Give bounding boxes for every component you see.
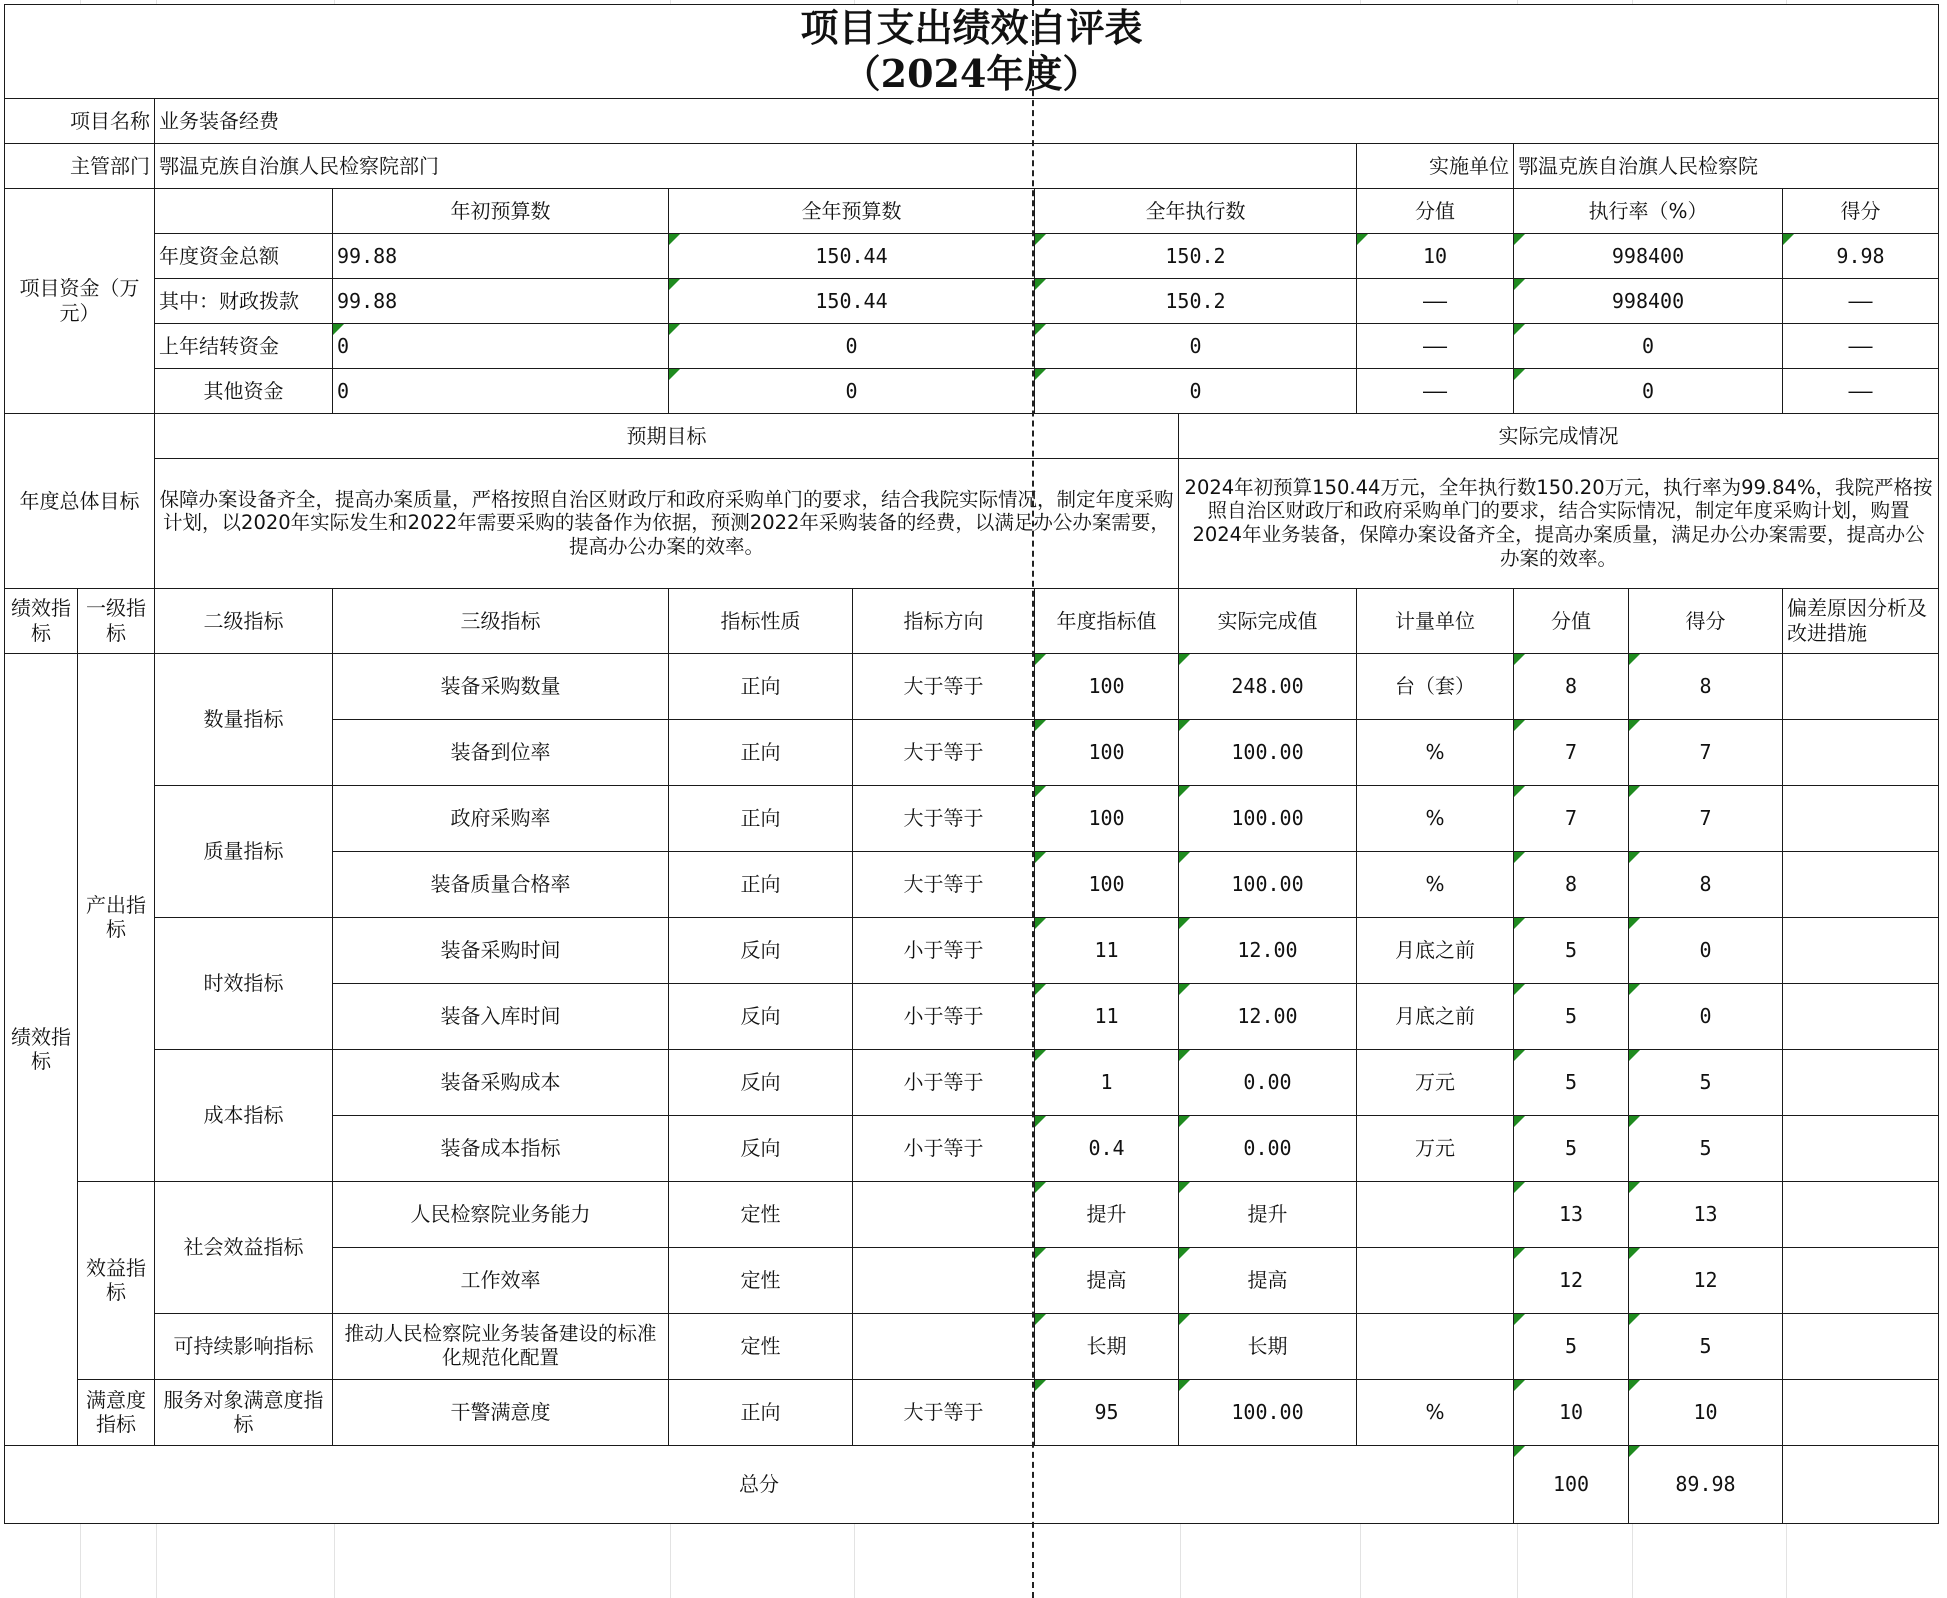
unit-label: 实施单位 [1357, 143, 1514, 188]
ind-target-cell[interactable]: 11 [1035, 917, 1179, 983]
funds-row-label: 年度资金总额 [155, 233, 333, 278]
funds-annual-cell[interactable]: 150.44 [669, 278, 1035, 323]
funds-row-label: 上年结转资金 [155, 323, 333, 368]
ind-target-cell[interactable]: 提升 [1035, 1181, 1179, 1247]
ind-target-cell[interactable]: 100 [1035, 653, 1179, 719]
ind-score-value-cell[interactable]: 12 [1514, 1247, 1629, 1313]
funds-initial-cell[interactable]: 99.88 [333, 278, 669, 323]
funds-score-cell[interactable]: —— [1783, 278, 1939, 323]
ind-nature-cell[interactable]: 定性 [669, 1181, 853, 1247]
ind-unit-cell[interactable]: % [1357, 719, 1514, 785]
ind-direction-cell[interactable]: 小于等于 [853, 983, 1035, 1049]
ind-unit-cell[interactable]: 月底之前 [1357, 917, 1514, 983]
funds-score-value-cell[interactable]: —— [1357, 323, 1514, 368]
funds-annual-cell[interactable]: 0 [669, 323, 1035, 368]
ind-reason-cell[interactable] [1783, 917, 1939, 983]
funds-annual-cell[interactable]: 0 [669, 368, 1035, 413]
ind-nature-cell[interactable]: 正向 [669, 719, 853, 785]
total-score-value[interactable]: 100 [1514, 1445, 1629, 1523]
funds-initial-cell[interactable]: 99.88 [333, 233, 669, 278]
ind-level2-cell: 成本指标 [155, 1049, 333, 1181]
ind-unit-cell[interactable]: % [1357, 1379, 1514, 1445]
ind-reason-cell[interactable] [1783, 1379, 1939, 1445]
ind-target-cell[interactable]: 100 [1035, 719, 1179, 785]
goals-expected-text[interactable]: 保障办案设备齐全，提高办案质量，严格按照自治区财政厅和政府采购单门的要求，结合我院实际情况，制定年度采购计划，以2020年实际发生和2022年需要采购的装备作为依据，预测2022年采购装备的经费，以满足办公办案需要，提高办公办案的效率。 [155, 458, 1179, 588]
ind-score-value-cell[interactable]: 13 [1514, 1181, 1629, 1247]
ind-level2-cell: 服务对象满意度指标 [155, 1379, 333, 1445]
funds-row-label: 其他资金 [155, 368, 333, 413]
funds-row [5, 233, 1939, 278]
ind-level3-cell[interactable]: 装备成本指标 [333, 1115, 669, 1181]
ind-nature-cell[interactable]: 反向 [669, 1115, 853, 1181]
ind-score-value-cell[interactable]: 5 [1514, 1313, 1629, 1379]
ind-score-cell[interactable]: 5 [1629, 1049, 1783, 1115]
ind-reason-cell[interactable] [1783, 1115, 1939, 1181]
ind-actual-cell[interactable]: 提高 [1179, 1247, 1357, 1313]
ind-nature-cell[interactable]: 正向 [669, 785, 853, 851]
ind-side-label: 绩效指标 [5, 653, 78, 1445]
funds-rate-cell[interactable]: 998400 [1514, 233, 1783, 278]
ind-direction-cell[interactable]: 大于等于 [853, 653, 1035, 719]
ind-direction-cell[interactable]: 大于等于 [853, 1379, 1035, 1445]
ind-score-cell[interactable]: 8 [1629, 653, 1783, 719]
ind-score-value-cell[interactable]: 8 [1514, 653, 1629, 719]
ind-level3-cell[interactable]: 装备采购数量 [333, 653, 669, 719]
funds-rate-cell[interactable]: 998400 [1514, 278, 1783, 323]
ind-score-cell[interactable]: 13 [1629, 1181, 1783, 1247]
ind-level3-cell[interactable]: 政府采购率 [333, 785, 669, 851]
ind-actual-cell[interactable]: 100.00 [1179, 851, 1357, 917]
ind-reason-cell[interactable] [1783, 1247, 1939, 1313]
table-row [5, 785, 1939, 851]
ind-score-value-cell[interactable]: 5 [1514, 917, 1629, 983]
title-line1: 项目支出绩效自评表 [800, 5, 1143, 50]
dept-value[interactable]: 鄂温克族自治旗人民检察院部门 [155, 143, 1357, 188]
project-name-value[interactable]: 业务装备经费 [155, 98, 1939, 143]
ind-level1-cell: 产出指标 [78, 653, 155, 1181]
ind-actual-cell[interactable]: 提升 [1179, 1181, 1357, 1247]
total-score[interactable]: 89.98 [1629, 1445, 1783, 1523]
ind-direction-cell[interactable]: 大于等于 [853, 785, 1035, 851]
funds-score-cell[interactable]: —— [1783, 323, 1939, 368]
performance-self-evaluation-table [4, 4, 1939, 1524]
ind-header-level2: 二级指标 [155, 588, 333, 653]
ind-score-value-cell[interactable]: 7 [1514, 719, 1629, 785]
ind-score-value-cell[interactable]: 7 [1514, 785, 1629, 851]
funds-header-annual: 全年预算数 [669, 188, 1035, 233]
goals-actual-text[interactable]: 2024年初预算150.44万元，全年执行数150.20万元，执行率为99.84%，我院严格按照自治区财政厅和政府采购单门的要求，结合实际情况，制定年度采购计划，购置2024年业务装备，保障办案设备齐全，提高办案质量，满足办公办案需要，提高办公办案的效率。 [1179, 458, 1939, 588]
ind-nature-cell[interactable]: 正向 [669, 1379, 853, 1445]
ind-direction-cell[interactable]: 大于等于 [853, 851, 1035, 917]
funds-executed-cell[interactable]: 0 [1035, 323, 1357, 368]
funds-section-label: 项目资金（万元） [5, 188, 155, 413]
ind-target-cell[interactable]: 100 [1035, 785, 1179, 851]
ind-score-value-cell[interactable]: 10 [1514, 1379, 1629, 1445]
ind-level3-cell[interactable]: 装备采购成本 [333, 1049, 669, 1115]
ind-target-cell[interactable]: 11 [1035, 983, 1179, 1049]
ind-score-cell[interactable]: 5 [1629, 1313, 1783, 1379]
title-line2: （2024年度） [842, 51, 1101, 97]
funds-row [5, 278, 1939, 323]
ind-direction-cell[interactable] [853, 1247, 1035, 1313]
goals-section-label: 年度总体目标 [5, 413, 155, 588]
ind-level2-cell: 质量指标 [155, 785, 333, 917]
funds-score-cell[interactable]: —— [1783, 368, 1939, 413]
ind-level2-cell: 时效指标 [155, 917, 333, 1049]
ind-level1-cell: 效益指标 [78, 1181, 155, 1379]
ind-level3-cell[interactable]: 装备到位率 [333, 719, 669, 785]
ind-direction-cell[interactable] [853, 1313, 1035, 1379]
ind-header-target: 年度指标值 [1035, 588, 1179, 653]
ind-level3-cell[interactable]: 推动人民检察院业务装备建设的标准化规范化配置 [333, 1313, 669, 1379]
dept-label: 主管部门 [5, 143, 155, 188]
ind-header-score: 得分 [1629, 588, 1783, 653]
ind-nature-cell[interactable]: 定性 [669, 1313, 853, 1379]
ind-reason-cell[interactable] [1783, 653, 1939, 719]
ind-header-level3: 三级指标 [333, 588, 669, 653]
ind-score-value-cell[interactable]: 5 [1514, 983, 1629, 1049]
ind-header-nature: 指标性质 [669, 588, 853, 653]
funds-row [5, 323, 1939, 368]
ind-level2-cell: 数量指标 [155, 653, 333, 785]
ind-target-cell[interactable]: 提高 [1035, 1247, 1179, 1313]
ind-actual-cell[interactable]: 0.00 [1179, 1049, 1357, 1115]
ind-direction-cell[interactable]: 大于等于 [853, 719, 1035, 785]
ind-score-value-cell[interactable]: 8 [1514, 851, 1629, 917]
ind-reason-cell[interactable] [1783, 1181, 1939, 1247]
goals-expected-header: 预期目标 [155, 413, 1179, 458]
ind-header-actual: 实际完成值 [1179, 588, 1357, 653]
project-name-label: 项目名称 [5, 98, 155, 143]
total-reason-cell[interactable] [1783, 1445, 1939, 1523]
ind-reason-cell[interactable] [1783, 785, 1939, 851]
ind-target-cell[interactable]: 0.4 [1035, 1115, 1179, 1181]
goals-actual-header: 实际完成情况 [1179, 413, 1939, 458]
ind-actual-cell[interactable]: 长期 [1179, 1313, 1357, 1379]
ind-unit-cell[interactable]: 万元 [1357, 1049, 1514, 1115]
ind-direction-cell[interactable]: 小于等于 [853, 1115, 1035, 1181]
ind-reason-cell[interactable] [1783, 719, 1939, 785]
table-row [5, 653, 1939, 719]
ind-direction-cell[interactable]: 小于等于 [853, 1049, 1035, 1115]
funds-row [5, 368, 1939, 413]
ind-target-cell[interactable]: 长期 [1035, 1313, 1179, 1379]
page-title [5, 5, 1939, 99]
table-row [5, 1379, 1939, 1445]
ind-direction-cell[interactable] [853, 1181, 1035, 1247]
ind-nature-cell[interactable]: 反向 [669, 917, 853, 983]
funds-initial-cell[interactable]: 0 [333, 323, 669, 368]
ind-level3-cell[interactable]: 装备采购时间 [333, 917, 669, 983]
table-row [5, 1049, 1939, 1115]
ind-score-cell[interactable]: 8 [1629, 851, 1783, 917]
ind-score-cell[interactable]: 0 [1629, 917, 1783, 983]
ind-reason-cell[interactable] [1783, 1049, 1939, 1115]
ind-unit-cell[interactable]: % [1357, 785, 1514, 851]
ind-level3-cell[interactable]: 人民检察院业务能力 [333, 1181, 669, 1247]
funds-annual-cell[interactable]: 150.44 [669, 233, 1035, 278]
funds-initial-cell[interactable]: 0 [333, 368, 669, 413]
ind-score-cell[interactable]: 0 [1629, 983, 1783, 1049]
ind-score-value-cell[interactable]: 5 [1514, 1115, 1629, 1181]
total-label: 总分 [5, 1445, 1514, 1523]
funds-score-value-cell[interactable]: 10 [1357, 233, 1514, 278]
ind-score-value-cell[interactable]: 5 [1514, 1049, 1629, 1115]
ind-target-cell[interactable]: 100 [1035, 851, 1179, 917]
ind-score-cell[interactable]: 5 [1629, 1115, 1783, 1181]
ind-nature-cell[interactable]: 正向 [669, 851, 853, 917]
ind-header-reason: 偏差原因分析及改进措施 [1783, 588, 1939, 653]
ind-actual-cell[interactable]: 100.00 [1179, 1379, 1357, 1445]
ind-actual-cell[interactable]: 0.00 [1179, 1115, 1357, 1181]
ind-level2-cell: 社会效益指标 [155, 1181, 333, 1313]
ind-score-cell[interactable]: 7 [1629, 719, 1783, 785]
ind-header-direction: 指标方向 [853, 588, 1035, 653]
unit-value[interactable]: 鄂温克族自治旗人民检察院 [1514, 143, 1939, 188]
funds-score-cell[interactable]: 9.98 [1783, 233, 1939, 278]
funds-header-rate: 执行率（%） [1514, 188, 1783, 233]
funds-score-value-cell[interactable]: —— [1357, 278, 1514, 323]
ind-actual-cell[interactable]: 12.00 [1179, 917, 1357, 983]
ind-score-cell[interactable]: 7 [1629, 785, 1783, 851]
ind-actual-cell[interactable]: 248.00 [1179, 653, 1357, 719]
ind-level3-cell[interactable]: 装备入库时间 [333, 983, 669, 1049]
funds-executed-cell[interactable]: 150.2 [1035, 278, 1357, 323]
funds-rate-cell[interactable]: 0 [1514, 323, 1783, 368]
ind-score-cell[interactable]: 12 [1629, 1247, 1783, 1313]
funds-executed-cell[interactable]: 150.2 [1035, 233, 1357, 278]
ind-target-cell[interactable]: 95 [1035, 1379, 1179, 1445]
table-row [5, 1181, 1939, 1247]
ind-unit-cell[interactable] [1357, 1181, 1514, 1247]
funds-header-executed: 全年执行数 [1035, 188, 1357, 233]
ind-actual-cell[interactable]: 100.00 [1179, 719, 1357, 785]
ind-level3-cell[interactable]: 干警满意度 [333, 1379, 669, 1445]
ind-direction-cell[interactable]: 小于等于 [853, 917, 1035, 983]
funds-header-score: 得分 [1783, 188, 1939, 233]
ind-score-cell[interactable]: 10 [1629, 1379, 1783, 1445]
ind-header-unit: 计量单位 [1357, 588, 1514, 653]
ind-unit-cell[interactable]: 月底之前 [1357, 983, 1514, 1049]
table-row [5, 917, 1939, 983]
ind-reason-cell[interactable] [1783, 1313, 1939, 1379]
ind-level3-cell[interactable]: 装备质量合格率 [333, 851, 669, 917]
ind-unit-cell[interactable] [1357, 1247, 1514, 1313]
ind-unit-cell[interactable]: 台（套） [1357, 653, 1514, 719]
ind-actual-cell[interactable]: 100.00 [1179, 785, 1357, 851]
ind-unit-cell[interactable]: 万元 [1357, 1115, 1514, 1181]
funds-header-score-value: 分值 [1357, 188, 1514, 233]
funds-rate-cell[interactable]: 0 [1514, 368, 1783, 413]
ind-nature-cell[interactable]: 反向 [669, 1049, 853, 1115]
ind-unit-cell[interactable] [1357, 1313, 1514, 1379]
ind-nature-cell[interactable]: 定性 [669, 1247, 853, 1313]
total-row [5, 1445, 1939, 1523]
funds-score-value-cell[interactable]: —— [1357, 368, 1514, 413]
ind-level3-cell[interactable]: 工作效率 [333, 1247, 669, 1313]
ind-reason-cell[interactable] [1783, 851, 1939, 917]
funds-executed-cell[interactable]: 0 [1035, 368, 1357, 413]
ind-header-perf: 绩效指标 [5, 588, 78, 653]
ind-target-cell[interactable]: 1 [1035, 1049, 1179, 1115]
funds-header-initial: 年初预算数 [333, 188, 669, 233]
ind-header-level1: 一级指标 [78, 588, 155, 653]
ind-unit-cell[interactable]: % [1357, 851, 1514, 917]
funds-header-blank [155, 188, 333, 233]
ind-reason-cell[interactable] [1783, 983, 1939, 1049]
ind-level2-cell: 可持续影响指标 [155, 1313, 333, 1379]
ind-actual-cell[interactable]: 12.00 [1179, 983, 1357, 1049]
ind-nature-cell[interactable]: 反向 [669, 983, 853, 1049]
ind-header-score-value: 分值 [1514, 588, 1629, 653]
ind-nature-cell[interactable]: 正向 [669, 653, 853, 719]
ind-level1-cell: 满意度指标 [78, 1379, 155, 1445]
table-row [5, 1313, 1939, 1379]
funds-row-label: 其中：财政拨款 [155, 278, 333, 323]
